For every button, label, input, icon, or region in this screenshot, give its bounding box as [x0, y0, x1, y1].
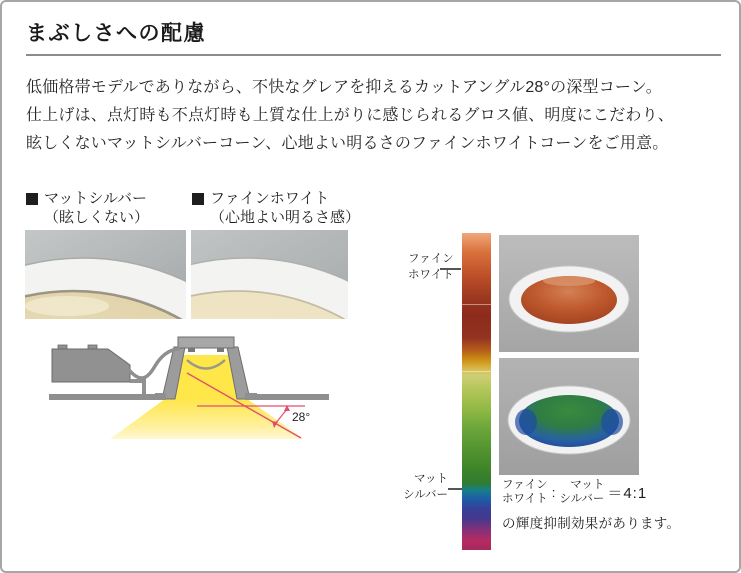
cut-angle-label: 28° [292, 410, 311, 424]
luminance-photo-fine-white [499, 235, 639, 352]
fine-white-label: ファインホワイト [210, 190, 330, 207]
scale-label-matt-silver: マット シルバー [403, 473, 448, 501]
scale-tick [462, 304, 491, 305]
fine-white-note: （心地よい明るさ感） [210, 209, 361, 226]
matt-silver-label: マットシルバー [44, 190, 147, 207]
scale-pointer-line [448, 488, 462, 490]
title-underline [26, 54, 721, 56]
intro-paragraph [26, 74, 726, 158]
caption-colon: : [551, 485, 556, 500]
caption-fraction-fine-white: ファイン ホワイト [502, 479, 548, 505]
scale-label-fine-white: ファイン ホワイト [408, 253, 454, 281]
intro-line: 仕上げは、点灯時も不点灯時も上質な仕上がりに感じられるグロス値、明度にこだわり、 [26, 107, 675, 124]
matt-silver-label-block [26, 189, 149, 227]
ceiling-line [257, 394, 329, 400]
page-title: まぶしさへの配慮 [26, 22, 206, 45]
fine-white-label-block [192, 189, 360, 227]
ratio-caption [502, 479, 727, 532]
square-bullet-icon [26, 193, 38, 205]
caption-fraction-matt-silver: マット シルバー [559, 479, 605, 505]
scale-pointer-line [440, 268, 461, 270]
luminance-scale-bar [462, 233, 491, 550]
driver-box [52, 345, 146, 394]
matt-silver-photo [25, 230, 186, 319]
angle-arc-arrow [275, 409, 287, 424]
intro-line: 眩しくないマットシルバーコーン、心地よい明るさのファインホワイトコーンをご用意。 [26, 135, 669, 152]
downlight-cross-section-diagram [42, 335, 342, 452]
fine-white-photo [191, 230, 348, 319]
light-beam-shape [110, 399, 304, 439]
intro-line: 低価格帯モデルでありながら、不快なグレアを抑えるカットアングル28°の深型コーン。 [26, 79, 662, 96]
fixture-housing [178, 337, 234, 348]
ceiling-line [49, 394, 155, 400]
square-bullet-icon [192, 193, 204, 205]
matt-silver-note: （眩しくない） [44, 209, 150, 226]
caption-note: の輝度抑制効果があります。 [502, 516, 681, 531]
caption-ratio-value: ＝4:1 [607, 485, 648, 502]
scale-tick [462, 371, 491, 372]
luminance-photo-matt-silver [499, 358, 639, 475]
